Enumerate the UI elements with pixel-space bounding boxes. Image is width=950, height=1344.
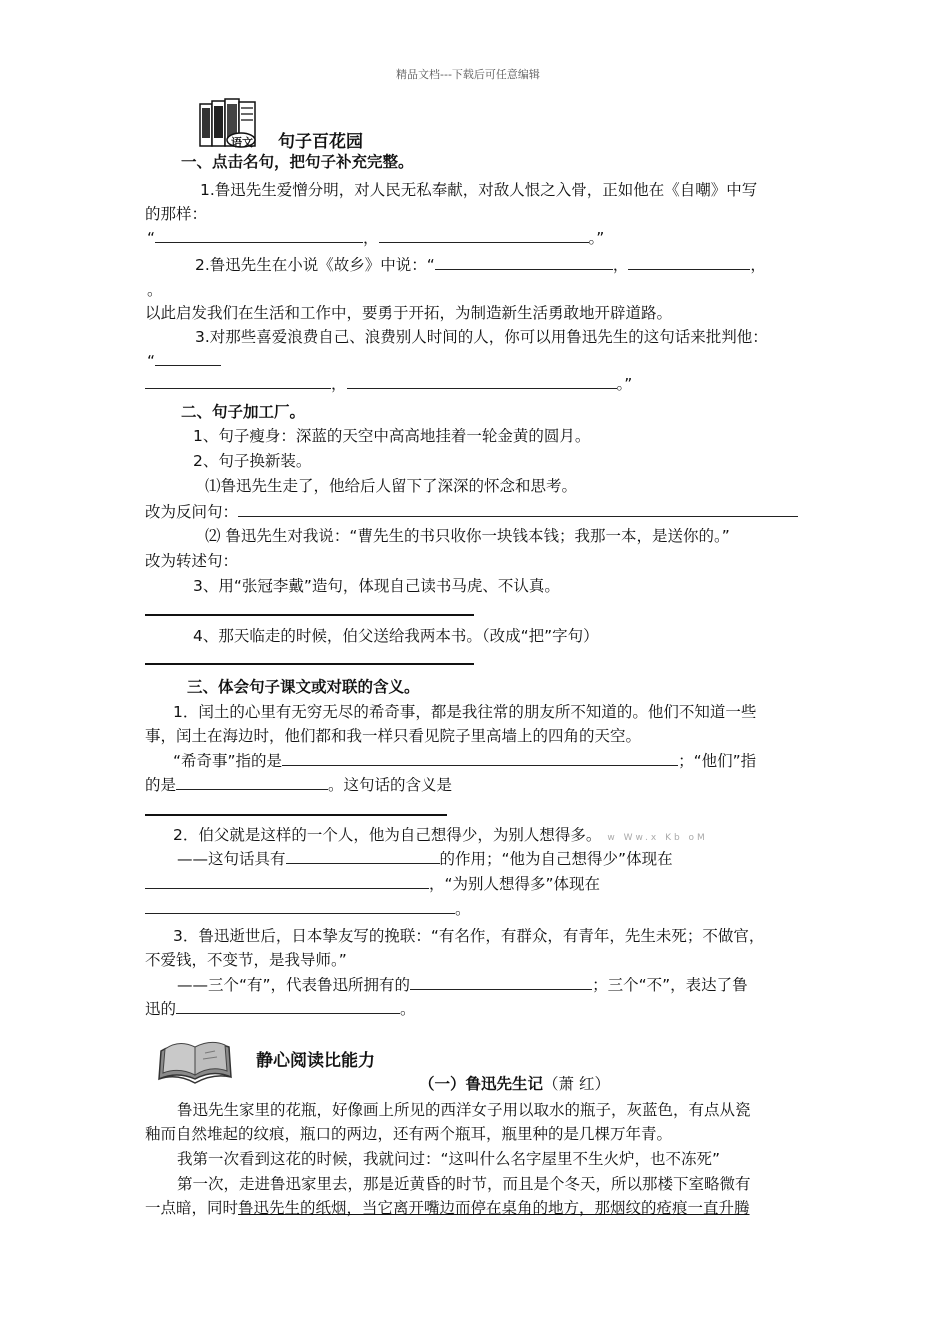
answer-blank[interactable]	[628, 253, 750, 270]
p2-item4: 4、那天临走的时候，伯父送给我两本书。（改成“把”字句）	[193, 627, 599, 645]
answer-blank[interactable]	[347, 372, 617, 389]
p3-q1-line1: 1．闰土的心里有无穷无尽的希奇事，都是我往常的朋友所不知道的。他们不知道一些	[173, 703, 757, 721]
p2-item2b: ⑵ 鲁迅先生对我说：“曹先生的书只收你一块钱本钱；我那一本，是送你的。”	[205, 527, 730, 545]
p3-q1-line2: 事，闰土在海边时，他们都和我一样只看见院子里高墙上的四角的天空。	[145, 727, 642, 745]
answer-blank[interactable]	[282, 749, 678, 766]
p2-item3: 3、用“张冠李戴”造句，体现自己读书马虎、不认真。	[193, 577, 560, 595]
p1-q1-line1: 1.鲁迅先生爱憎分明，对人民无私奉献，对敌人恨之入骨，正如他在《自嘲》中写	[200, 181, 758, 199]
answer-blank[interactable]	[286, 847, 440, 864]
article-p1-line1: 鲁迅先生家里的花瓶，好像画上所见的西洋女子用以取水的瓶子，灰蓝色，有点从瓷	[177, 1101, 751, 1119]
answer-blank[interactable]	[435, 253, 613, 270]
article-p2: 我第一次看到这花的时候，我就问过：“这叫什么名字屋里不生火炉，也不冻死”	[177, 1150, 721, 1168]
article-p3-line2: 一点暗，同时鲁迅先生的纸烟，当它离开嘴边而停在桌角的地方，那烟纹的疮痕一直升腾	[145, 1199, 750, 1217]
part3-heading: 三、体会句子课文或对联的含义。	[187, 678, 420, 696]
p3-q2-line1: 2．伯父就是这样的一个人，他为自己想得少，为别人想得多。 w Ww.x Kb oM	[173, 826, 708, 844]
answer-blank[interactable]	[379, 226, 589, 243]
part2-heading: 二、句子加工厂。	[181, 403, 306, 421]
open-book-icon	[155, 1033, 235, 1087]
answer-blank[interactable]	[155, 349, 221, 366]
watermark: w Ww.x Kb oM	[607, 833, 708, 843]
answer-blank[interactable]	[176, 773, 328, 790]
answer-blank[interactable]	[145, 872, 429, 889]
answer-blank[interactable]	[410, 973, 592, 990]
answer-blank[interactable]	[145, 897, 455, 914]
answer-blank[interactable]	[155, 226, 363, 243]
p3-q3-blanks: ——三个“有”，代表鲁迅所拥有的 ；三个“不”，表达了鲁	[177, 973, 748, 997]
part1-heading: 一、点击名句，把句子补充完整。	[181, 153, 414, 171]
p3-q3-blanks2: 迅的 。	[145, 997, 416, 1021]
p1-q3-answer: ， 。”	[145, 372, 632, 396]
article-p1-line2: 釉而自然堆起的纹痕，瓶口的两边，还有两个瓶耳，瓶里种的是几棵万年青。	[145, 1125, 673, 1143]
books-icon	[197, 98, 259, 150]
section2-title: 静心阅读比能力	[256, 1051, 375, 1071]
answer-line[interactable]	[238, 516, 798, 517]
p2-item1: 1、句子瘦身：深蓝的天空中高高地挂着一轮金黄的圆月。	[193, 427, 591, 445]
article-heading: （一）鲁迅先生记（萧 红）	[419, 1075, 610, 1093]
p1-q2-period: 。	[147, 281, 163, 299]
answer-blank[interactable]	[176, 997, 400, 1014]
p2-item2a: ⑴鲁迅先生走了，他给后人留下了深深的怀念和思考。	[205, 477, 578, 495]
p1-q3-quote: “	[147, 349, 221, 373]
page-header: 精品文档---下载后可任意编辑	[396, 68, 540, 81]
p3-q2-blanks: ——这句话具有 的作用；“他为自己想得少”体现在	[177, 847, 673, 871]
p3-q3-line2: 不爱钱，不变节，是我导师。”	[145, 951, 347, 969]
p2-item2: 2、句子换新装。	[193, 452, 312, 470]
answer-blank[interactable]	[145, 372, 331, 389]
article-p3-line1: 第一次，走进鲁迅家里去，那是近黄昏的时节，而且是个冬天，所以那楼下室略微有	[177, 1175, 751, 1193]
answer-line[interactable]	[145, 663, 474, 665]
p2-item2a-label: 改为反问句：	[145, 503, 239, 521]
p2-item2b-label: 改为转述句：	[145, 552, 239, 570]
p3-q3-line1: 3．鲁迅逝世后，日本挚友写的挽联：“有名作，有群众，有青年，先生未死；不做官，	[173, 927, 765, 945]
p1-q1-answer: “ ， 。”	[147, 226, 604, 250]
p3-q1-blanks2: 的是 。这句话的含义是	[145, 773, 452, 797]
icon-label: 语文	[231, 136, 253, 149]
p1-q2-line3: 以此启发我们在生活和工作中，要勇于开拓，为制造新生活勇敢地开辟道路。	[145, 304, 673, 322]
p1-q1-line2: 的那样：	[145, 205, 208, 223]
p1-q2-line1: 2.鲁迅先生在小说《故乡》中说：“ ， ，	[195, 253, 766, 277]
answer-line[interactable]	[145, 614, 474, 616]
p3-q2-blanks2: ，“为别人想得多”体现在	[145, 872, 600, 896]
p3-q1-blanks: “希奇事”指的是 ；“他们”指	[173, 749, 756, 773]
p1-q3-line1: 3.对那些喜爱浪费自己、浪费别人时间的人，你可以用鲁迅先生的这句话来批判他：	[195, 328, 768, 346]
p3-q2-blanks3: 。	[145, 897, 471, 921]
section1-title: 句子百花园	[278, 132, 363, 152]
answer-line[interactable]	[145, 814, 447, 816]
